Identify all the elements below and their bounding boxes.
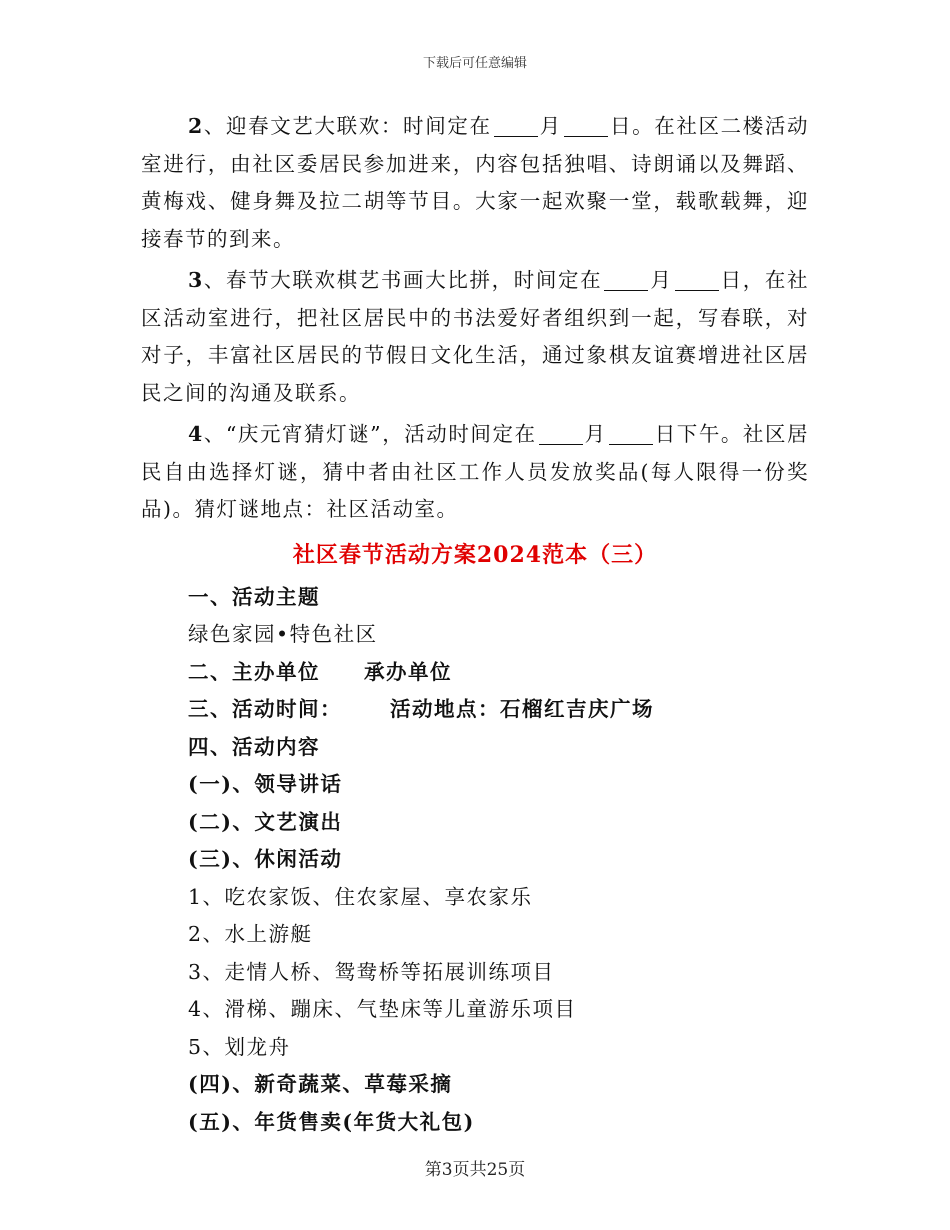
place-label: 活动地点：石榴红吉庆广场 [390,697,654,721]
blank-underline [675,268,719,291]
heading-activity-theme: 一、活动主题 [188,584,320,609]
subheading-3: (三)、休闲活动 [188,847,343,871]
paragraph-text: 、“庆元宵猜灯谜”，活动时间定在 [203,422,537,446]
subheading-2: (二)、文艺演出 [188,809,343,834]
page-header: 下载后可任意编辑 [422,56,527,71]
paragraph-3 [141,262,809,412]
paragraph-text: 、春节大联欢棋艺书画大比拼，时间定在 [203,268,603,292]
item-number: 4 [188,422,204,446]
list-item: 4、滑梯、蹦床、气垫床等儿童游乐项目 [188,997,577,1021]
paragraph-text: 日下午。社区居民自由选择灯谜，猜中者由社区工作人员发放奖品(每人限得一份奖品)。猜灯谜地点：社区活动室。 [141,422,810,521]
subheading-1: (一)、领导讲话 [188,772,343,796]
heading-organizers [141,654,809,692]
list-item: 1、吃农家饭、住农家屋、享农家乐 [188,884,533,909]
list-item: 5、划龙舟 [188,1034,291,1059]
paragraph-2 [141,108,809,258]
host-label: 二、主办单位 [188,659,320,684]
paragraph-text: 月 [584,422,607,446]
blank-underline [564,114,608,137]
item-number: 3 [188,268,204,292]
paragraph-4 [141,416,809,529]
section-title: 社区春节活动方案2024范本（三） [292,541,658,568]
paragraph-text: 月 [539,114,562,138]
paragraph-text: 月 [650,268,673,292]
list-item: 3、走情人桥、鸳鸯桥等拓展训练项目 [188,959,555,984]
item-number: 2 [188,114,204,138]
paragraph-text: 日，在社区活动室进行，把社区居民中的书法爱好者组织到一起，写春联，对对子，丰富社区居民的节假日文化生活，通过象棋友谊赛增进社区居民之间的沟通及联系。 [141,268,810,405]
document-body [141,108,809,1141]
co-host-label: 承办单位 [364,659,452,684]
paragraph-text: 日。在社区二楼活动室进行，由社区委居民参加进来，内容包括独唱、诗朗诵以及舞蹈、黄梅戏、健身舞及拉二胡等节目。大家一起欢聚一堂，载歌载舞，迎接春节的到来。 [141,114,810,251]
subheading-4: (四)、新奇蔬菜、草莓采摘 [188,1072,453,1096]
page-footer: 第3页共25页 [424,1160,526,1180]
blank-underline [494,114,538,137]
heading-time-place [141,691,809,729]
paragraph-text: 、迎春文艺大联欢：时间定在 [203,114,492,138]
heading-activity-content: 四、活动内容 [188,734,320,759]
list-item: 2、水上游艇 [188,922,313,946]
subheading-5: (五)、年货售卖(年货大礼包) [188,1109,475,1134]
time-label: 三、活动时间： [188,697,342,721]
blank-underline [604,268,648,291]
activity-theme-text: 绿色家园•特色社区 [188,622,378,646]
blank-underline [609,422,653,445]
blank-underline [539,422,583,445]
